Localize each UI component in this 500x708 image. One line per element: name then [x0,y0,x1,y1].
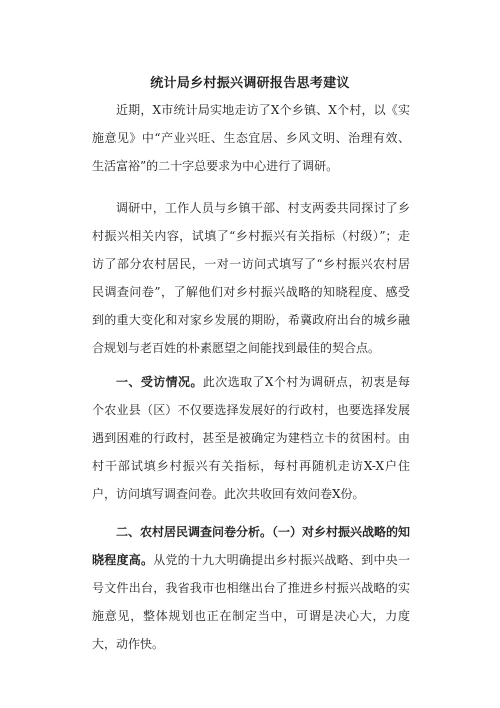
paragraph-intro-text: 近期，X市统计局实地走访了X个乡镇、X个村，以《实施意见》中“产业兴旺、生态宜居、乡风文明、治理有效、生活富裕”的二十字总要求为中心进行了调研。 [92,103,410,173]
paragraph-research-process-text: 调研中，工作人员与乡镇干部、村支两委共同探讨了乡村振兴相关内容，试填了“乡村振兴有关指标（村级）”；走访了部分农村居民，一对一访问式填写了“乡村振兴农村居民调查问卷”，了解他们对乡村振兴战略的知晓程度、感受到的重大变化和对家乡发展的期盼，希冀政府出台的城乡融合规划与老百姓的朴素愿望之间能找到最佳的契合点。 [92,201,410,355]
section-one-text: 此次选取了X个村为调研点，初衷是每个农业县（区）不仅要选择发展好的行政村，也要选择发展遇到困难的行政村，甚至是被确定为建档立卡的贫困村。由村干部试填乡村振兴有关指标，每村再随机走访X-X户住户，访问填写调查问卷。此次共收回有效问卷X份。 [92,375,410,501]
paragraph-section-two [92,518,410,658]
paragraph-research-process [92,194,410,362]
section-one-heading: 一、受访情况。 [116,375,203,389]
paragraph-section-one [92,368,410,508]
section-two-heading: 二、农村居民调查问卷分析。（一）对乡村振兴战略的知晓程度高。 [92,525,411,567]
document-title: 统计局乡村振兴调研报告思考建议 [150,76,350,91]
paragraph-intro [92,96,410,180]
section-two-text: 从党的十九大明确提出乡村振兴战略、到中央一号文件出台，我省我市也相继出台了推进乡村振兴战略的实施意见，整体规划也正在制定当中，可谓是决心大，力度大，动作快。 [92,553,410,651]
